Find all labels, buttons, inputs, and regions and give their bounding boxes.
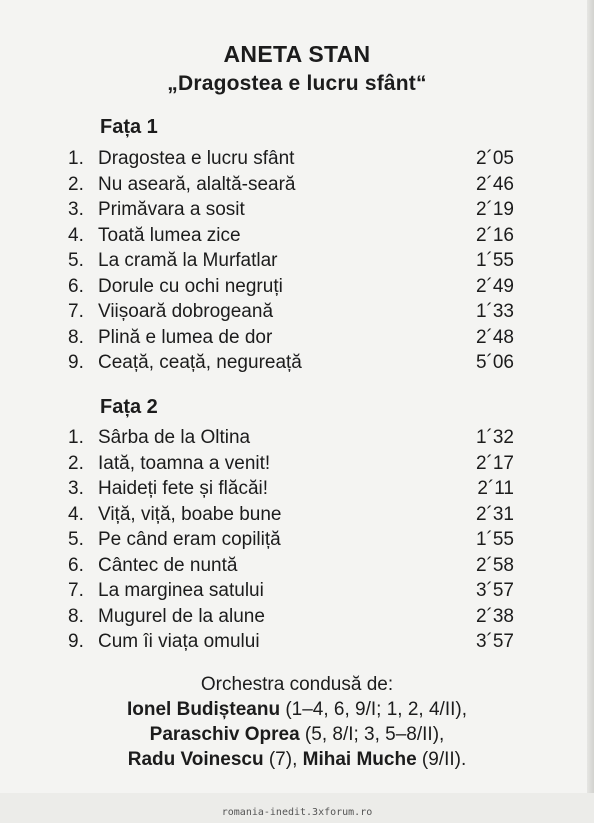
track-title: La marginea satului xyxy=(98,580,264,601)
track-duration: 2´38 xyxy=(475,605,514,627)
side-2-track-list xyxy=(68,425,514,655)
track-number: 7. xyxy=(68,301,84,322)
track-number: 3. xyxy=(68,199,84,220)
track-duration: 1´32 xyxy=(475,427,514,448)
track-title: Cântec de nuntă xyxy=(98,554,238,576)
track-number: 6. xyxy=(68,275,84,297)
track-number: 8. xyxy=(68,605,84,627)
track-duration: 2´05 xyxy=(475,148,514,169)
track-row xyxy=(68,274,514,300)
track-number: 3. xyxy=(68,478,84,499)
conductor-tracks: (7), xyxy=(263,749,303,770)
track-row xyxy=(68,527,514,553)
track-row xyxy=(68,553,514,579)
track-number: 4. xyxy=(68,503,84,525)
track-number: 1. xyxy=(68,427,84,448)
track-row xyxy=(68,172,514,198)
track-row xyxy=(68,476,514,502)
track-number: 2. xyxy=(68,173,84,195)
album-title: „Dragostea e lucru sfânt“ xyxy=(167,72,427,95)
track-duration: 3´57 xyxy=(475,580,514,601)
side-1-track-list xyxy=(68,146,514,376)
track-duration: 1´33 xyxy=(475,301,514,322)
track-duration: 2´16 xyxy=(475,224,514,246)
track-number: 9. xyxy=(68,631,84,652)
track-duration: 2´31 xyxy=(475,503,514,525)
track-row xyxy=(68,248,514,274)
track-number: 5. xyxy=(68,529,84,550)
track-title: Viișoară dobrogeană xyxy=(98,301,274,322)
track-number: 4. xyxy=(68,224,84,246)
track-duration: 2´46 xyxy=(475,173,514,195)
track-title: Dorule cu ochi negruți xyxy=(98,275,283,297)
side-1-heading: Fața 1 xyxy=(100,116,158,138)
track-title: Pe când eram copiliță xyxy=(98,529,281,550)
track-row xyxy=(68,146,514,172)
track-title: Ceață, ceață, negureață xyxy=(98,352,302,373)
side-2-heading: Fața 2 xyxy=(100,396,158,418)
orchestra-credits xyxy=(0,672,594,772)
track-number: 1. xyxy=(68,148,84,169)
track-title: La cramă la Murfatlar xyxy=(98,250,278,271)
track-row xyxy=(68,197,514,223)
track-duration: 2´48 xyxy=(475,326,514,348)
track-number: 7. xyxy=(68,580,84,601)
conductor-name: Paraschiv Oprea xyxy=(149,724,300,745)
track-row xyxy=(68,223,514,249)
track-title: Nu aseară, alaltă-seară xyxy=(98,173,296,195)
track-title: Viță, viță, boabe bune xyxy=(98,503,282,525)
track-title: Primăvara a sosit xyxy=(98,199,245,220)
track-duration: 2´11 xyxy=(477,478,514,499)
conductor-name: Ionel Budișteanu xyxy=(126,699,281,720)
track-duration: 2´17 xyxy=(475,452,514,474)
track-number: 8. xyxy=(68,326,84,348)
credits-line-1 xyxy=(0,697,594,722)
track-row xyxy=(68,502,514,528)
track-number: 2. xyxy=(68,452,84,474)
track-duration: 5´06 xyxy=(475,352,514,373)
track-duration: 2´19 xyxy=(475,199,514,220)
track-number: 9. xyxy=(68,352,84,373)
track-row xyxy=(68,604,514,630)
credits-line-2 xyxy=(0,722,594,747)
track-title: Mugurel de la alune xyxy=(98,605,265,627)
credits-line-3 xyxy=(0,747,594,772)
credits-heading: Orchestra condusă de: xyxy=(200,674,394,695)
track-duration: 1´55 xyxy=(475,529,514,550)
conductor-name: Radu Voinescu xyxy=(127,749,264,770)
track-duration: 2´49 xyxy=(475,275,514,297)
track-row xyxy=(68,350,514,376)
track-duration: 1´55 xyxy=(475,250,514,271)
track-title: Iată, toamna a venit! xyxy=(98,452,271,474)
track-title: Cum îi viața omului xyxy=(98,631,260,652)
track-row xyxy=(68,629,514,655)
track-number: 5. xyxy=(68,250,84,271)
track-number: 6. xyxy=(68,554,84,576)
track-title: Toată lumea zice xyxy=(98,224,241,246)
conductor-tracks: (5, 8/I; 3, 5–8/II), xyxy=(299,724,445,745)
artist-name: ANETA STAN xyxy=(223,41,371,67)
track-title: Plină e lumea de dor xyxy=(98,326,273,348)
track-duration: 2´58 xyxy=(475,554,514,576)
track-row xyxy=(68,451,514,477)
conductor-tracks: (9/II). xyxy=(416,749,467,770)
track-row xyxy=(68,425,514,451)
track-row xyxy=(68,578,514,604)
conductor-tracks: (1–4, 6, 9/I; 1, 2, 4/II), xyxy=(280,699,467,720)
track-title: Haideți fete și flăcăi! xyxy=(98,478,269,499)
conductor-name: Mihai Muche xyxy=(302,749,417,770)
site-watermark: romania-inedit.3xforum.ro xyxy=(221,807,373,818)
track-title: Sârba de la Oltina xyxy=(98,427,251,448)
track-row xyxy=(68,325,514,351)
track-row xyxy=(68,299,514,325)
track-title: Dragostea e lucru sfânt xyxy=(98,148,295,169)
track-duration: 3´57 xyxy=(475,631,514,652)
